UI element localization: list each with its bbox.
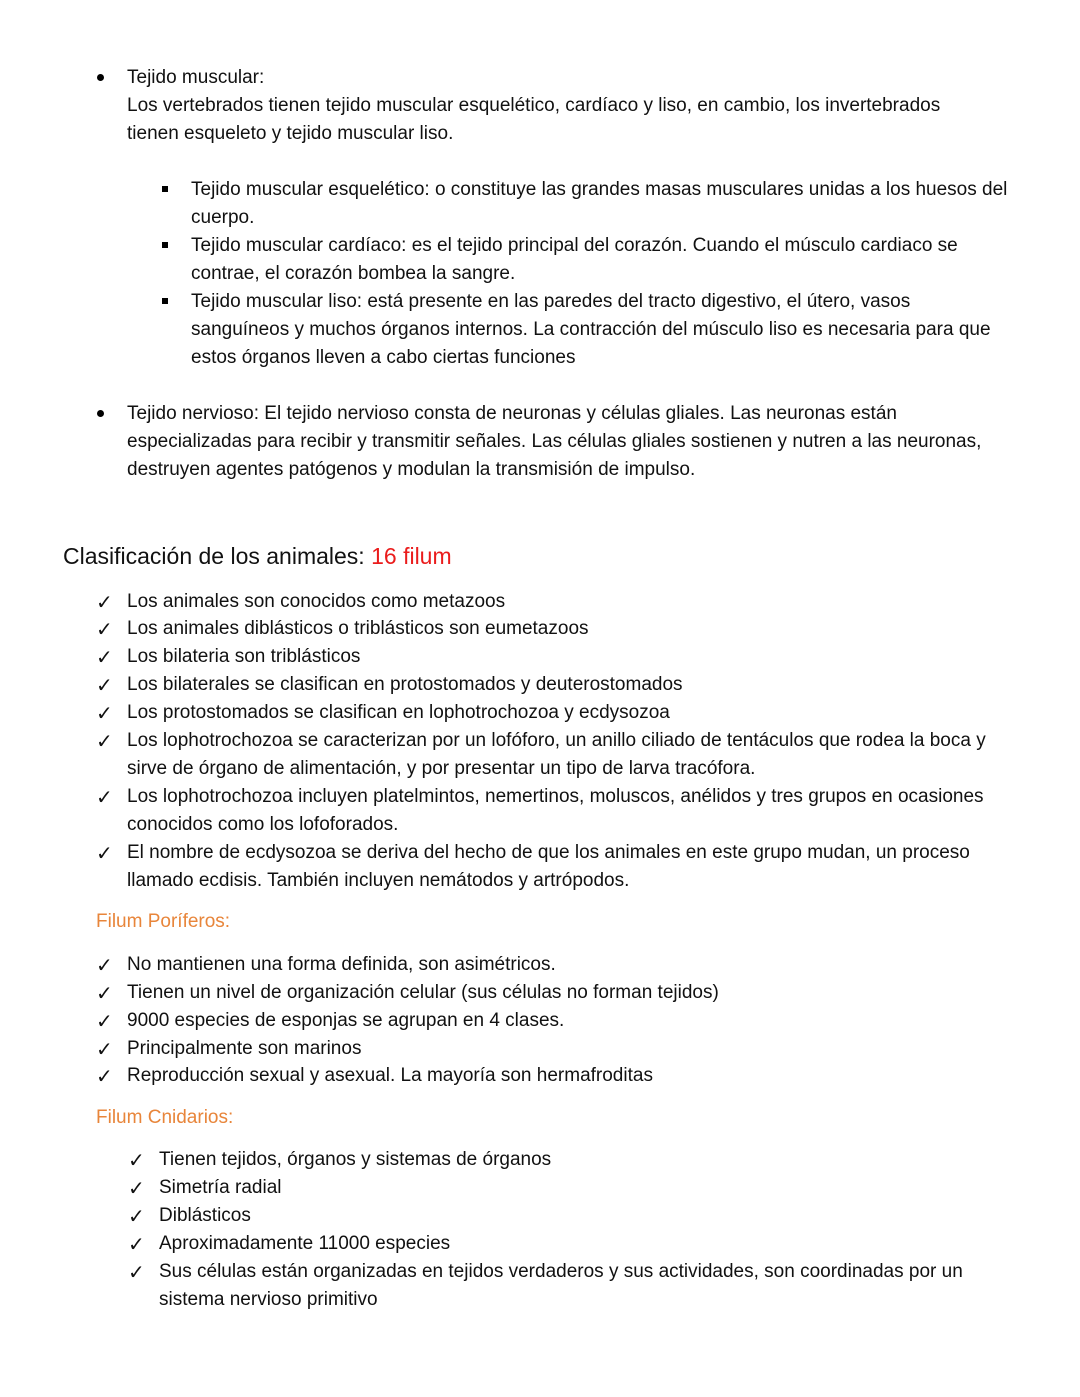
checkmark-icon: ✓ bbox=[96, 841, 113, 865]
cnidarios-heading: Filum Cnidarios: bbox=[96, 1107, 234, 1128]
round-bullet-icon bbox=[97, 410, 104, 417]
checkmark-icon: ✓ bbox=[96, 701, 113, 725]
nervioso-text: Tejido nervioso: El tejido nervioso consta de neuronas y células gliales. Las neuronas están bbox=[127, 403, 897, 424]
checkmark-icon: ✓ bbox=[96, 953, 113, 977]
list-item: El nombre de ecdysozoa se deriva del hecho de que los animales en este grupo mudan, un proceso bbox=[127, 842, 970, 863]
sub-item-text: contrae, el corazón bombea la sangre. bbox=[191, 263, 516, 284]
round-bullet-icon bbox=[97, 74, 104, 81]
poriferos-heading: Filum Poríferos: bbox=[96, 911, 231, 932]
square-bullet-icon bbox=[162, 242, 168, 248]
list-item: Los bilaterales se clasifican en protostomados y deuterostomados bbox=[127, 674, 683, 695]
list-item: Los animales diblásticos o triblásticos son eumetazoos bbox=[127, 618, 589, 639]
checkmark-icon: ✓ bbox=[96, 1037, 113, 1061]
list-item: llamado ecdisis. También incluyen nemátodos y artrópodos. bbox=[127, 870, 630, 891]
checkmark-icon: ✓ bbox=[128, 1232, 145, 1256]
sub-item-text: Tejido muscular cardíaco: es el tejido principal del corazón. Cuando el músculo cardiaco se bbox=[191, 235, 958, 256]
sub-item-text: Tejido muscular liso: está presente en las paredes del tracto digestivo, el útero, vasos bbox=[191, 291, 911, 312]
checkmark-icon: ✓ bbox=[96, 729, 113, 753]
section-heading bbox=[63, 541, 452, 571]
nervioso-text: destruyen agentes patógenos y modulan la transmisión de impulso. bbox=[127, 459, 696, 480]
list-item: sirve de órgano de alimentación, y por presentar un tipo de larva tracófora. bbox=[127, 758, 756, 779]
list-item: Principalmente son marinos bbox=[127, 1038, 362, 1059]
list-item: Aproximadamente 11000 especies bbox=[159, 1233, 451, 1254]
square-bullet-icon bbox=[162, 186, 168, 192]
muscular-title: Tejido muscular: bbox=[127, 67, 265, 88]
sub-item-text: estos órganos lleven a cabo ciertas funciones bbox=[191, 347, 576, 368]
checkmark-icon: ✓ bbox=[96, 617, 113, 641]
muscular-text: Los vertebrados tienen tejido muscular esquelético, cardíaco y liso, en cambio, los invertebrados bbox=[127, 95, 941, 116]
checkmark-icon: ✓ bbox=[128, 1204, 145, 1228]
list-item: sistema nervioso primitivo bbox=[159, 1289, 378, 1310]
checkmark-icon: ✓ bbox=[96, 1064, 113, 1088]
sub-item-text: Tejido muscular esquelético: o constituye las grandes masas musculares unidas a los huesos del bbox=[191, 179, 1008, 200]
list-item: Los lophotrochozoa incluyen platelmintos, nemertinos, moluscos, anélidos y tres grupos en ocasiones bbox=[127, 786, 984, 807]
heading-highlight: 16 filum bbox=[371, 543, 452, 569]
list-item: 9000 especies de esponjas se agrupan en 4 clases. bbox=[127, 1010, 565, 1031]
checkmark-icon: ✓ bbox=[96, 673, 113, 697]
list-item: No mantienen una forma definida, son asimétricos. bbox=[127, 954, 556, 975]
list-item: Simetría radial bbox=[159, 1177, 282, 1198]
checkmark-icon: ✓ bbox=[128, 1148, 145, 1172]
list-item: Reproducción sexual y asexual. La mayoría son hermafroditas bbox=[127, 1065, 653, 1086]
checkmark-icon: ✓ bbox=[96, 645, 113, 669]
list-item: Sus células están organizadas en tejidos verdaderos y sus actividades, son coordinadas por un bbox=[159, 1261, 963, 1282]
list-item: Diblásticos bbox=[159, 1205, 251, 1226]
checkmark-icon: ✓ bbox=[96, 981, 113, 1005]
list-item: Los bilateria son triblásticos bbox=[127, 646, 361, 667]
list-item: Los lophotrochozoa se caracterizan por un lofóforo, un anillo ciliado de tentáculos que rodea la boca y bbox=[127, 730, 986, 751]
sub-item-text: sanguíneos y muchos órganos internos. La contracción del músculo liso es necesaria para que bbox=[191, 319, 991, 340]
list-item: Tienen un nivel de organización celular (sus células no forman tejidos) bbox=[127, 982, 719, 1003]
list-item: Tienen tejidos, órganos y sistemas de órganos bbox=[159, 1149, 552, 1170]
square-bullet-icon bbox=[162, 298, 168, 304]
sub-item-text: cuerpo. bbox=[191, 207, 255, 228]
checkmark-icon: ✓ bbox=[96, 590, 113, 614]
nervioso-text: especializadas para recibir y transmitir señales. Las células gliales sostienen y nutren a las neuronas, bbox=[127, 431, 982, 452]
checkmark-icon: ✓ bbox=[128, 1260, 145, 1284]
list-item: Los animales son conocidos como metazoos bbox=[127, 591, 506, 612]
checkmark-icon: ✓ bbox=[128, 1176, 145, 1200]
checkmark-icon: ✓ bbox=[96, 1009, 113, 1033]
list-item: Los protostomados se clasifican en lophotrochozoa y ecdysozoa bbox=[127, 702, 670, 723]
heading-text: Clasificación de los animales: bbox=[63, 543, 365, 569]
checkmark-icon: ✓ bbox=[96, 785, 113, 809]
list-item: conocidos como los lofoforados. bbox=[127, 814, 399, 835]
muscular-text: tienen esqueleto y tejido muscular liso. bbox=[127, 123, 454, 144]
